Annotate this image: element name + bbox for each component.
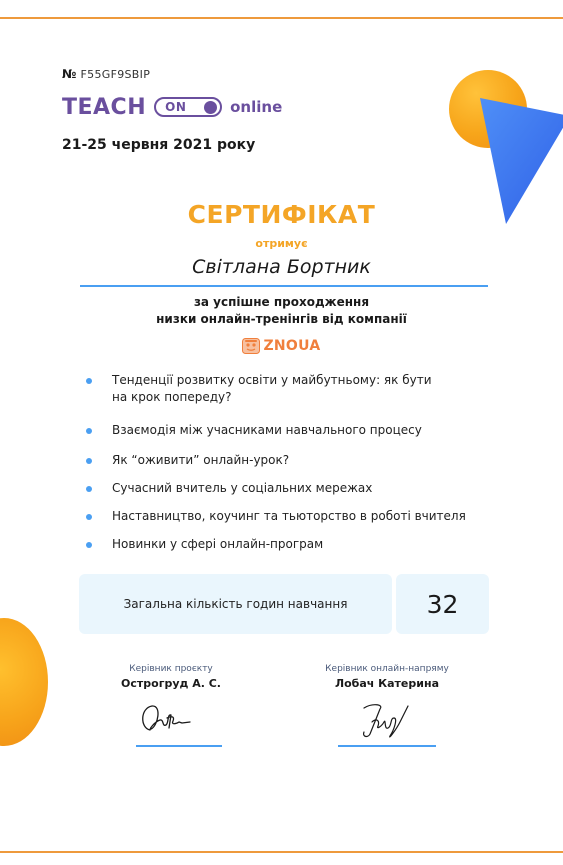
total-hours-label: Загальна кількість годин навчання	[123, 597, 348, 611]
recipient-underline	[80, 285, 488, 287]
list-item	[83, 452, 289, 469]
number-sign: №	[62, 67, 77, 81]
total-hours-value: 32	[426, 589, 459, 619]
signatory-name: Острогруд А. С.	[121, 677, 221, 690]
znoua-logo-icon	[242, 338, 260, 354]
logo-toggle	[154, 97, 222, 117]
list-item	[83, 508, 466, 525]
total-hours-value-panel	[396, 574, 489, 634]
recipient-label: отримує	[255, 237, 308, 250]
completion-line-2: низки онлайн-тренінгів від компанії	[156, 312, 407, 326]
signatory-role: Керівник онлайн-напряму	[325, 664, 449, 674]
training-title: Наставництво, коучинг та тьюторство в роботі вчителя	[112, 509, 466, 523]
training-title: Сучасний вчитель у соціальних мережах	[112, 481, 373, 495]
signatory-online-lead	[292, 664, 482, 690]
list-item	[83, 480, 372, 497]
list-item	[83, 536, 323, 553]
bullet-icon	[86, 458, 92, 464]
list-item	[83, 422, 422, 439]
completion-statement	[0, 294, 563, 328]
event-dates: 21-25 червня 2021 року	[62, 137, 256, 153]
training-title: Новинки у сфері онлайн-програм	[112, 537, 324, 551]
bullet-icon	[86, 378, 92, 384]
signatory-project-lead	[76, 664, 266, 690]
bullet-icon	[86, 514, 92, 520]
training-title: Взаємодія між учасниками навчального процесу	[112, 423, 422, 437]
bullet-icon	[86, 428, 92, 434]
bullet-icon	[86, 486, 92, 492]
bullet-icon	[86, 542, 92, 548]
toggle-knob-icon	[204, 101, 217, 114]
signature-2-scribble	[350, 700, 420, 742]
logo-teach-text: TEACH	[62, 94, 147, 120]
bottom-rule	[0, 851, 563, 853]
top-rule	[0, 17, 563, 19]
certificate-title: СЕРТИФІКАТ	[187, 200, 376, 229]
training-title-line-2: на крок попереду?	[112, 390, 232, 404]
signature-2-line	[338, 745, 436, 747]
completion-line-1: за успішне проходження	[193, 295, 370, 309]
list-item	[83, 372, 432, 406]
signature-1-line	[136, 745, 222, 747]
total-hours-label-panel	[79, 574, 392, 634]
training-title: Як “оживити” онлайн-урок?	[112, 453, 290, 467]
training-title-line-1: Тенденції розвитку освіти у майбутньому: як бути	[112, 373, 432, 387]
certificate-number	[62, 67, 150, 81]
company-name: ZNOUA	[263, 338, 321, 354]
recipient-name: Світлана Бортник	[192, 256, 371, 278]
decorative-orange-half-circle	[0, 618, 48, 746]
signatory-role: Керівник проєкту	[129, 664, 213, 674]
company-logo	[0, 338, 563, 354]
logo-online-text: online	[230, 98, 283, 116]
signatory-name: Лобач Катерина	[334, 677, 440, 690]
certificate-number-value: F55GF9SBIP	[80, 68, 151, 81]
teach-on-online-logo	[62, 94, 282, 120]
signature-1-scribble	[138, 700, 198, 740]
logo-toggle-text: ON	[165, 100, 187, 114]
